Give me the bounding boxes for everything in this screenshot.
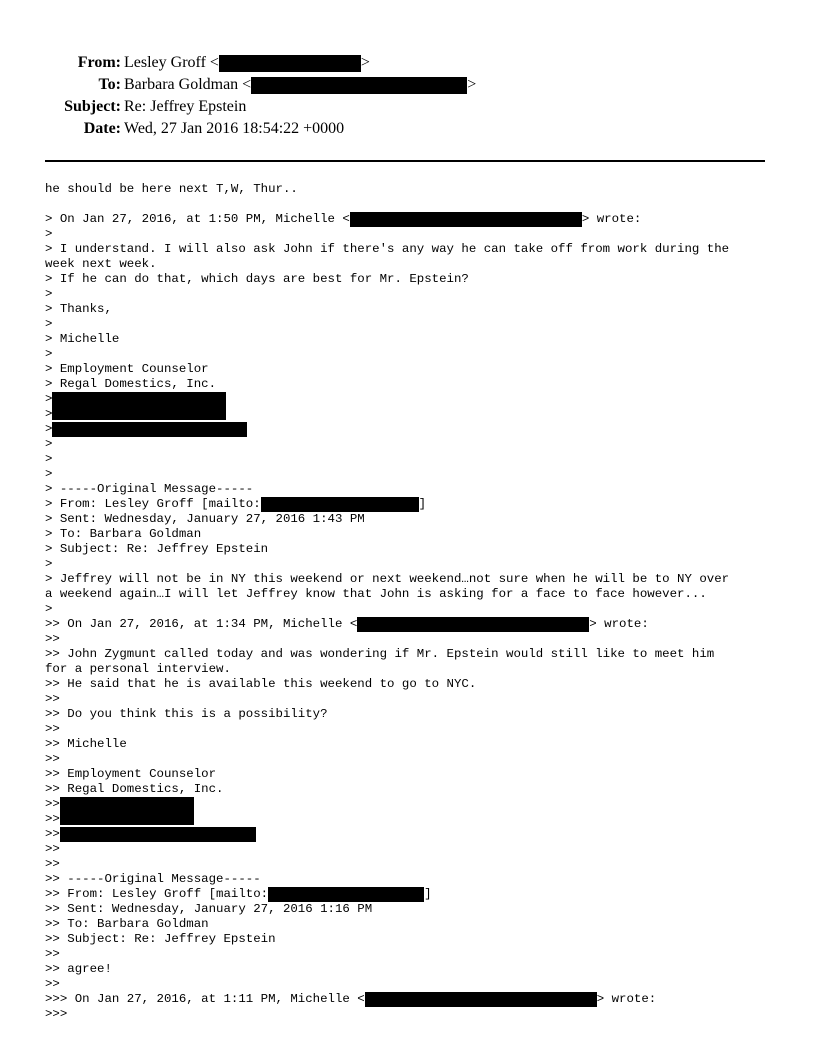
quote-marker: > — [45, 392, 53, 406]
quote-header-text: > On Jan 27, 2016, at 1:50 PM, Michelle < — [45, 212, 350, 226]
from-mailto-close: ] — [418, 497, 427, 511]
redaction-bar — [350, 212, 582, 227]
from-mailto-close: ] — [424, 887, 432, 901]
to-row — [0, 74, 816, 96]
body-line: > To: Barbara Goldman — [45, 527, 202, 541]
body-line: >> -----Original Message----- — [45, 872, 261, 886]
from-value — [124, 52, 370, 74]
date-row — [0, 118, 816, 140]
body-line: > — [45, 347, 53, 361]
from-name: Lesley Groff < — [124, 54, 219, 71]
quote-marker: > — [45, 407, 53, 421]
redaction-bar — [365, 992, 597, 1007]
body-line: for a personal interview. — [45, 662, 231, 676]
body-line: >> To: Barbara Goldman — [45, 917, 209, 931]
quote-header-line — [45, 992, 770, 1007]
redaction-bar — [52, 422, 247, 437]
date-value: Wed, 27 Jan 2016 18:54:22 +0000 — [124, 120, 345, 137]
body-line: > — [45, 317, 53, 331]
header-divider — [45, 160, 765, 162]
body-line: > -----Original Message----- — [45, 482, 254, 496]
redaction-bar — [52, 392, 226, 407]
redaction-bar — [357, 617, 589, 632]
redaction-bar — [60, 827, 256, 842]
body-line: >> — [45, 632, 60, 646]
body-line: >> agree! — [45, 962, 112, 976]
date-label: Date: — [83, 120, 121, 137]
body-line: > — [45, 287, 53, 301]
body-line: >> — [45, 947, 60, 961]
redaction-bar — [60, 797, 194, 812]
body-line: >> — [45, 977, 60, 991]
body-line: > Regal Domestics, Inc. — [45, 377, 217, 391]
body-line: > Michelle — [45, 332, 120, 346]
body-line: > Jeffrey will not be in NY this weekend or next weekend…not sure when he will be to NY over — [45, 572, 730, 586]
body-line: a weekend again…I will let Jeffrey know that John is asking for a face to face however... — [45, 587, 707, 601]
body-line: >> — [45, 752, 60, 766]
quote-marker: >> — [45, 827, 60, 841]
body-line: week next week. — [45, 257, 157, 271]
from-label: From: — [77, 54, 121, 71]
body-line: >> Michelle — [45, 737, 127, 751]
from-close: > — [360, 54, 370, 71]
body-line: > I understand. I will also ask John if there's any way he can take off from work during the — [45, 242, 730, 256]
body-line: > — [45, 437, 53, 451]
body-line: >> Employment Counselor — [45, 767, 217, 781]
redacted-line — [45, 887, 770, 902]
body-line: > — [45, 467, 53, 481]
from-row — [0, 52, 816, 74]
body-line: >> — [45, 857, 60, 871]
redacted-line — [45, 422, 770, 437]
body-line: >> Do you think this is a possibility? — [45, 707, 328, 721]
body-line: >> John Zygmunt called today and was wondering if Mr. Epstein would still like to meet him — [45, 647, 715, 661]
subject-label: Subject: — [64, 98, 121, 115]
body-line: > Subject: Re: Jeffrey Epstein — [45, 542, 269, 556]
redacted-line — [45, 392, 770, 407]
redacted-line — [45, 407, 770, 422]
body-line: >> Subject: Re: Jeffrey Epstein — [45, 932, 276, 946]
email-body — [45, 182, 770, 1022]
body-line: >> He said that he is available this weekend to go to NYC. — [45, 677, 477, 691]
body-line: > — [45, 452, 53, 466]
to-label: To: — [98, 76, 121, 93]
body-line: >>> — [45, 1007, 68, 1021]
body-line: >> Regal Domestics, Inc. — [45, 782, 224, 796]
quote-header-text: >>> On Jan 27, 2016, at 1:11 PM, Michelle < — [45, 992, 365, 1006]
body-line: >> — [45, 692, 60, 706]
quote-marker: > — [45, 422, 53, 436]
quote-header-line — [45, 212, 770, 227]
body-line — [45, 197, 770, 212]
to-name: Barbara Goldman < — [124, 76, 252, 93]
redacted-line — [45, 797, 770, 812]
redacted-line — [45, 827, 770, 842]
body-line: >> — [45, 722, 60, 736]
body-line: > — [45, 557, 53, 571]
body-line: > Employment Counselor — [45, 362, 209, 376]
redaction-bar — [219, 55, 361, 72]
body-line: he should be here next T,W, Thur.. — [45, 182, 298, 196]
body-line: >> Sent: Wednesday, January 27, 2016 1:16 PM — [45, 902, 373, 916]
body-line: > — [45, 602, 53, 616]
to-value — [124, 74, 476, 96]
from-mailto-text: >> From: Lesley Groff [mailto: — [45, 887, 269, 901]
body-line: > If he can do that, which days are best for Mr. Epstein? — [45, 272, 469, 286]
quote-header-tail: > wrote: — [581, 212, 642, 226]
subject-value: Re: Jeffrey Epstein — [124, 98, 247, 115]
quote-header-tail: > wrote: — [596, 992, 657, 1006]
redacted-line — [45, 812, 770, 827]
to-close: > — [467, 76, 477, 93]
redaction-bar — [261, 497, 419, 512]
redaction-bar — [60, 812, 194, 825]
body-line: > — [45, 227, 53, 241]
redacted-line — [45, 497, 770, 512]
body-line: > Sent: Wednesday, January 27, 2016 1:43 PM — [45, 512, 365, 526]
body-line: > Thanks, — [45, 302, 112, 316]
quote-header-line — [45, 617, 770, 632]
body-line: >> — [45, 842, 60, 856]
redaction-bar — [52, 407, 226, 420]
quote-header-text: >> On Jan 27, 2016, at 1:34 PM, Michelle < — [45, 617, 358, 631]
redaction-bar — [268, 887, 424, 902]
redaction-bar — [251, 77, 467, 94]
from-mailto-text: > From: Lesley Groff [mailto: — [45, 497, 261, 511]
quote-header-tail: > wrote: — [589, 617, 649, 631]
subject-row — [0, 96, 816, 118]
quote-marker: >> — [45, 812, 60, 826]
quote-marker: >> — [45, 797, 60, 811]
